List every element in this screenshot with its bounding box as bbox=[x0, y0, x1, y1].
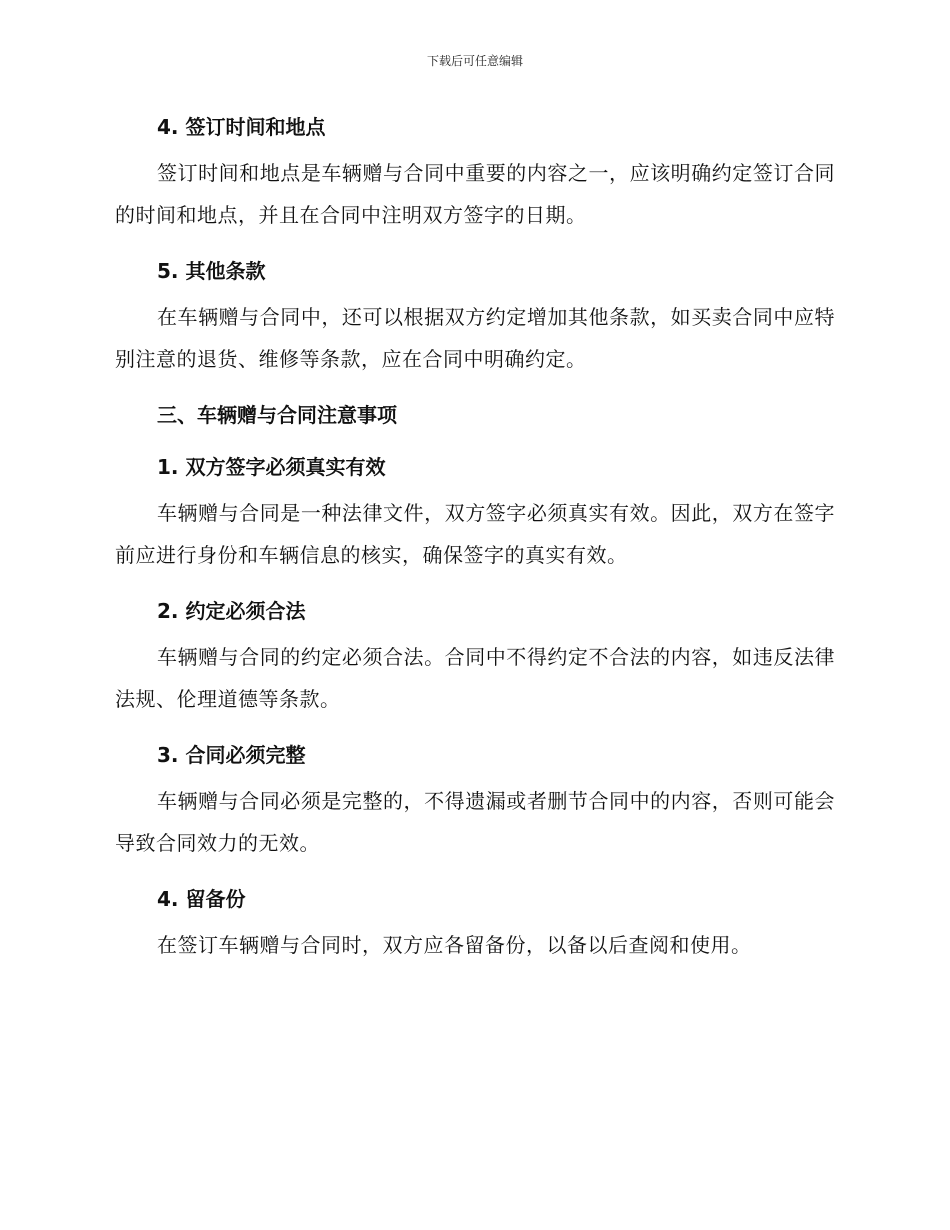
section-paragraph: 车辆赠与合同的约定必须合法。合同中不得约定不合法的内容，如违反法律法规、伦理道德等条款。 bbox=[115, 645, 835, 711]
section-paragraph: 在车辆赠与合同中，还可以根据双方约定增加其他条款，如买卖合同中应特别注意的退货、维修等条款，应在合同中明确约定。 bbox=[115, 305, 835, 371]
section-heading: 4. 签订时间和地点 bbox=[157, 115, 326, 139]
section-paragraph: 车辆赠与合同必须是完整的，不得遗漏或者删节合同中的内容，否则可能会导致合同效力的无效。 bbox=[115, 789, 835, 855]
section-paragraph: 签订时间和地点是车辆赠与合同中重要的内容之一，应该明确约定签订合同的时间和地点，并且在合同中注明双方签字的日期。 bbox=[115, 161, 835, 227]
section-lawful-terms bbox=[115, 594, 835, 720]
document-body bbox=[115, 110, 835, 984]
section-signature-valid bbox=[115, 450, 835, 576]
section-precautions bbox=[115, 398, 835, 432]
section-heading: 5. 其他条款 bbox=[157, 259, 266, 283]
section-heading: 3. 合同必须完整 bbox=[157, 743, 306, 767]
section-paragraph: 在签订车辆赠与合同时，双方应各留备份，以备以后查阅和使用。 bbox=[157, 933, 752, 957]
page-header: 下载后可任意编辑 bbox=[426, 54, 523, 68]
section-complete-contract bbox=[115, 738, 835, 864]
section-keep-copy bbox=[115, 882, 835, 966]
section-other-terms bbox=[115, 254, 835, 380]
section-signing-time-place bbox=[115, 110, 835, 236]
chapter-heading: 三、车辆赠与合同注意事项 bbox=[157, 403, 397, 427]
section-paragraph: 车辆赠与合同是一种法律文件，双方签字必须真实有效。因此，双方在签字前应进行身份和车辆信息的核实，确保签字的真实有效。 bbox=[115, 501, 835, 567]
section-heading: 1. 双方签字必须真实有效 bbox=[157, 455, 386, 479]
section-heading: 2. 约定必须合法 bbox=[157, 599, 306, 623]
section-heading: 4. 留备份 bbox=[157, 887, 246, 911]
